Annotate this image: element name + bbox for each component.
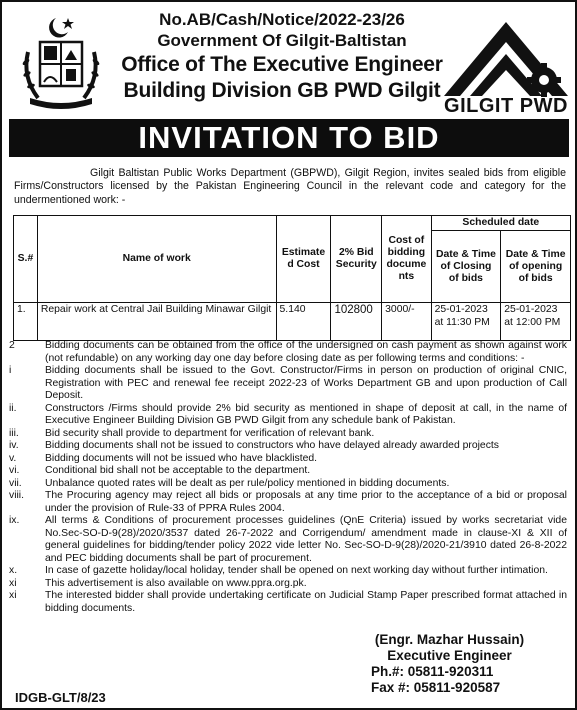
term-number: iv. [9,440,19,451]
list-item [7,565,567,578]
term-number: ix. [9,515,20,526]
government-emblem-icon [16,12,106,110]
list-item [7,590,567,615]
term-text: Unbalance quoted rates will be dealt as per rule/policy mentioned in bidding documents. [45,477,450,489]
term-number: vii. [9,477,22,489]
mountain-gear-icon [440,14,572,100]
officer-name: (Engr. Mazhar Hussain) [374,632,525,647]
list-item [7,515,567,565]
header-sno: S.# [14,216,38,303]
term-text: All terms & Conditions of procurement processes guidelines (QnE Criteria) issued by works secretariat vide No.Sec-SO-D-9(28)/2020/3537 dated 26-7-2022 and Corrigendum/ amendment made in clause-XI & XII of general guidelines for bidding/tender policy 2022 vide letter No. Sec-SO-D-9(28)/2020-21/3910 dated 26-8-2022 and PEC bidding documents shall be part of procurement. [45,515,567,564]
term-text: Bidding documents shall not be issued to constructors who have delayed already awarded projects [45,440,499,451]
cell-opening: 25-01-2023 at 12:00 PM [501,303,571,341]
term-number: iii. [9,427,19,439]
header-titles [112,8,452,104]
gilgit-pwd-logo [440,14,572,122]
list-item [7,428,567,441]
term-text: Conditional bid shall not be acceptable to the department. [45,465,311,476]
cell-estimate: 5.140 [276,303,331,341]
table-header-row [14,216,571,231]
office-name: Office of The Executive Engineer [121,53,443,76]
term-text: Bidding documents shall be issued to the Govt. Constructor/Firms in person on production of original CNIC, Registration with PEC and renewal fee receipt 2022-23 of Works Department GB and upon production of Call Deposit. [45,365,567,401]
term-text: The interested bidder shall provide undertaking certificate on Judicial Stamp Paper prescribed format attached in bidding documents. [45,590,567,614]
phone-number: Ph.#: 05811-920311 [371,664,494,679]
term-number: i [9,365,12,376]
division-name: Building Division GB PWD Gilgit [123,79,441,102]
header-cost: Cost of bidding docume nts [382,216,431,303]
list-item [7,340,567,365]
notice-number: No.AB/Cash/Notice/2022-23/26 [159,10,405,29]
term-text: The Procuring agency may reject all bids or proposals at any time prior to the acceptance of a bid or proposal under the provision of Rule-33 of PPRA Rules 2004. [45,490,567,514]
cell-cost: 3000/- [382,303,431,341]
cell-name: Repair work at Central Jail Building Minawar Gilgit [37,303,276,341]
header-opening: Date & Time of opening of bids [501,231,571,303]
list-item [7,453,567,466]
header-scheduled: Scheduled date [431,216,570,231]
list-item [7,490,567,515]
term-text: Constructors /Firms should provide 2% bid security as mentioned in shape of deposit at call, in the name of Executive Engineer Building Division GB PWD Gilgit from any schedule bank of Pakistan. [45,402,567,426]
officer-designation: Executive Engineer [387,648,512,663]
term-number: v. [9,452,17,464]
term-text: Bidding documents will not be issued who have blacklisted. [45,452,318,464]
cell-sno: 1. [14,303,38,341]
term-number: x. [9,565,18,576]
list-item [7,440,567,453]
header-security: 2% Bid Security [331,216,382,303]
fax-number: Fax #: 05811-920587 [371,680,501,695]
term-number: ii. [9,402,17,414]
header-closing: Date & Time of Closing of bids [431,231,501,303]
list-item [7,478,567,491]
list-item [7,365,567,403]
page-title: INVITATION TO BID [9,119,569,157]
reference-code: IDGB-GLT/8/23 [15,690,106,705]
header [2,2,575,123]
term-text: Bidding documents can be obtained from the office of the undersigned on cash payment as shown against work (not refundable) on any working day one day before closing date as per following terms and conditions: - [45,340,567,364]
term-number: viii. [9,490,25,501]
term-text: Bid security shall provide to department for verification of relevant bank. [45,427,375,439]
term-number: xi [9,590,17,601]
government-name: Government Of Gilgit-Baltistan [157,31,407,50]
list-item [7,465,567,478]
header-name: Name of work [37,216,276,303]
terms-list [7,340,567,615]
cell-closing: 25-01-2023 at 11:30 PM [431,303,501,341]
list-item [7,403,567,428]
term-number: 2 [9,340,15,351]
bids-table [13,215,571,341]
logo-text: GILGIT PWD [444,95,568,117]
table-row [14,303,571,341]
signature-block [342,632,557,696]
term-number: xi [9,577,17,589]
term-text: This advertisement is also available on www.ppra.org.pk. [45,577,307,589]
header-estimate: Estimate d Cost [276,216,331,303]
intro-paragraph: Gilgit Baltistan Public Works Department (GBPWD), Gilgit Region, invites sealed bids from eligible Firms/Constructors licensed by the Pakistan Engineering Council in the relevant code and category for the undermentioned work: - [14,167,566,206]
list-item [7,578,567,591]
cell-security: 102800 [331,303,382,341]
term-number: vi. [9,465,20,476]
term-text: In case of gazette holiday/local holiday, tender shall be opened on next working day without further intimation. [45,565,548,576]
